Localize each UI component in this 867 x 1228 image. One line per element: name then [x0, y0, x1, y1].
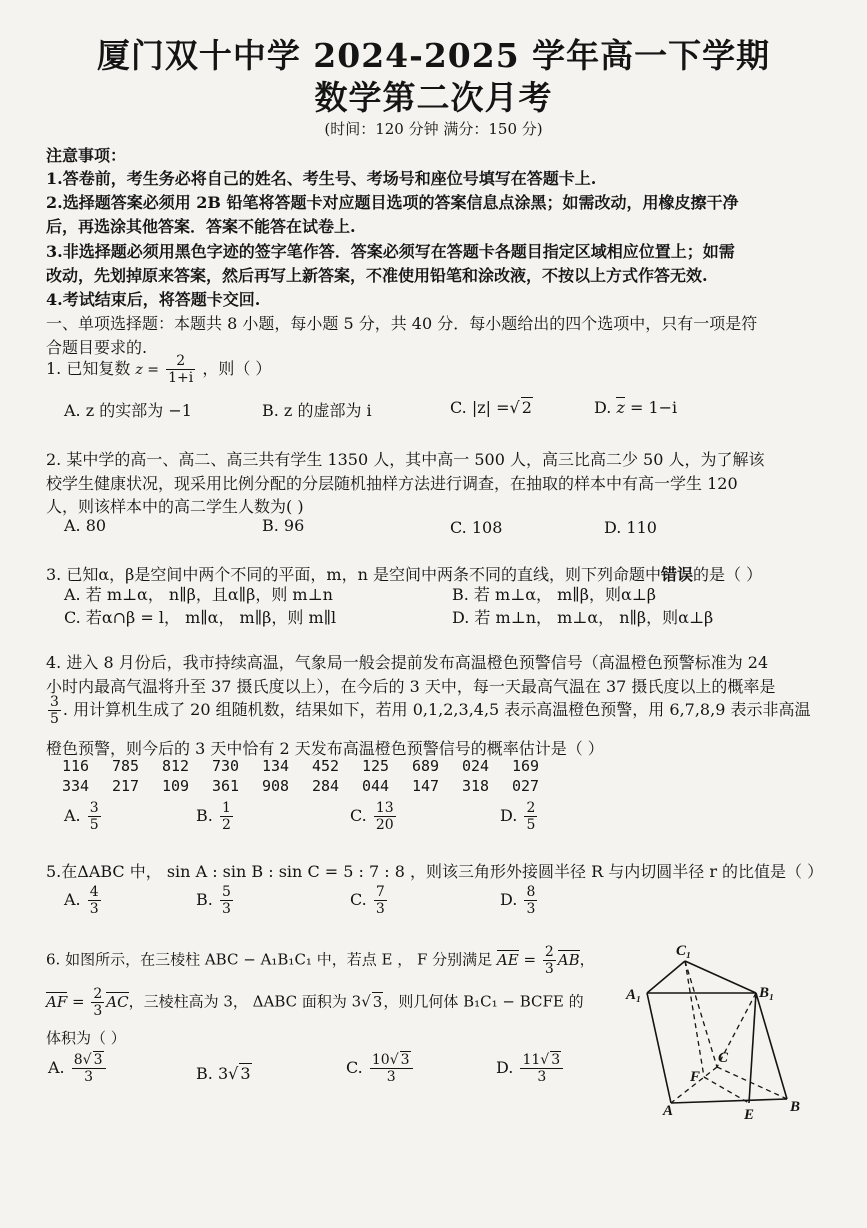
q4-prob-den: 5: [50, 711, 59, 727]
q1-option-a: A. z 的实部为 −1: [64, 401, 192, 420]
frac-num: 11√ 3: [520, 1052, 563, 1069]
frac-den: 2: [221, 817, 231, 833]
q4-random-row-2: [62, 777, 562, 795]
q1-option-c-rad: 2: [521, 398, 532, 417]
edge-c1-c: [685, 961, 717, 1067]
note-2b: 后，再选涂其他答案．答案不能答在试卷上.: [46, 217, 356, 236]
label-a1: A₁: [626, 987, 642, 1003]
q1-frac-den: 1+i: [168, 370, 194, 386]
edge-b1-e: [749, 993, 756, 1103]
q1-stem-post: ，则（ ）: [202, 359, 272, 378]
frac-den: 3: [221, 901, 231, 917]
prism-figure: [620, 935, 820, 1125]
q6-option-c-label: C.: [346, 1058, 363, 1077]
q2-line-2: 校学生健康状况，现采用比例分配的分层随机抽样方法进行调查，在抽取的样本中有高一学生 120: [46, 474, 738, 493]
q3-stem-bold: 错误: [660, 565, 693, 584]
label-c: C: [718, 1050, 729, 1066]
section1-line-a: 一、单项选择题：本题共 8 小题，每小题 5 分，共 40 分．每小题给出的四个选项中，只有一项是符: [46, 314, 758, 333]
random-number: 027: [512, 777, 540, 795]
q5-option-d: [500, 884, 539, 917]
exam-meta: (时间：120 分钟 满分：150 分): [324, 120, 543, 138]
edge-a-b: [671, 1099, 787, 1103]
q5-option-b: [196, 884, 235, 917]
frac-den: 3: [537, 1069, 547, 1085]
q6-eq: =: [518, 950, 541, 969]
q6-line-2: AF = $\frac{2}{3}$ AC，三棱柱高为 3， ΔABC 面积为 3√ 3，则几何体 B₁C₁ − BCFE 的: [46, 986, 584, 1019]
label-b: B: [790, 1099, 801, 1115]
q4-option-b-label: B.: [196, 806, 213, 825]
q6-frac-2: [91, 986, 104, 1019]
q6-line-3: 体积为（ ）: [46, 1029, 126, 1047]
q3-stem-pre: 3. 已知α，β是空间中两个不同的平面，m，n 是空间中两条不同的直线，则下列命题中: [46, 565, 661, 584]
num-rad: 3: [93, 1052, 103, 1068]
q6-option-b-label: B.: [196, 1064, 213, 1083]
q6-option-b-rad: 3: [240, 1064, 251, 1083]
q4-prob-fraction: [48, 694, 61, 727]
q4-option-a-label: A.: [64, 806, 81, 825]
frac-den: 3: [93, 1003, 103, 1019]
q4-line-1: 4. 进入 8 月份后，我市持续高温，气象局一般会提前发布高温橙色预警信号（高温橙色预警标准为 24: [46, 653, 769, 672]
q4-option-c: [350, 800, 398, 833]
num-rad: 3: [400, 1052, 410, 1068]
note-3a: 3.非选择题必须用黑色字迹的签字笔作答．答案必须写在答题卡各题目指定区域相应位置上；如需: [46, 242, 735, 261]
q3-option-a: A. 若 m⊥α， n∥β，且α∥β，则 m⊥n: [64, 585, 333, 604]
label-e: E: [744, 1107, 755, 1123]
q6-option-d-label: D.: [496, 1058, 514, 1077]
edge-a1-a: [647, 993, 671, 1103]
frac-num: 13: [375, 800, 394, 816]
q2-option-c: C. 108: [450, 518, 503, 537]
q1-option-d: [594, 398, 677, 417]
frac-num: 1: [221, 800, 231, 816]
label-c1: C₁: [676, 943, 692, 959]
q2-option-a: A. 80: [64, 516, 107, 535]
q4-option-c-fraction: [374, 800, 396, 833]
random-number: 125: [362, 757, 390, 775]
random-number: 908: [262, 777, 290, 795]
q6-vec-ac: AC: [106, 992, 129, 1011]
random-number: 109: [162, 777, 190, 795]
q6-option-a-fraction: [72, 1052, 106, 1085]
q3-option-c: C. 若α∩β = l， m∥α， m∥β，则 m∥l: [64, 608, 337, 627]
random-number: 169: [512, 757, 540, 775]
frac-num: 2: [544, 944, 554, 960]
frac-den: 3: [89, 901, 99, 917]
num-coef: 8: [73, 1052, 83, 1068]
q6-option-d: [496, 1052, 565, 1085]
random-number: 318: [462, 777, 490, 795]
q5-option-a: [64, 884, 103, 917]
random-number: 024: [462, 757, 490, 775]
random-number: 147: [412, 777, 440, 795]
q4-line-2: 小时内最高气温将升至 37 摄氏度以上），在今后的 3 天中，每一天最高气温在 37 摄氏度以上的概率是: [46, 677, 776, 696]
q6-line-1-post: ，: [579, 950, 595, 969]
q4-line-4: 橙色预警，则今后的 3 天中恰有 2 天发布高温橙色预警信号的概率估计是（ ）: [46, 739, 604, 758]
frac-num: 2: [526, 800, 536, 816]
label-a: A: [663, 1103, 674, 1119]
q5-option-a-fraction: [88, 884, 101, 917]
frac-den: 5: [526, 817, 536, 833]
random-number: 044: [362, 777, 390, 795]
frac-num: 5: [221, 884, 231, 900]
random-number: 116: [62, 757, 90, 775]
frac-num: 7: [375, 884, 385, 900]
edge-c-b: [717, 1067, 787, 1099]
frac-den: 5: [89, 817, 99, 833]
q3-option-d: D. 若 m⊥n， m⊥α， n∥β，则α⊥β: [452, 608, 714, 627]
q5-stem: 5.在ΔABC 中， sin A : sin B : sin C = 5 : 7 : 8 ，则该三角形外接圆半径 R 与内切圆半径 r 的比值是（ ）: [46, 862, 824, 881]
q1-z-eq: z =: [135, 362, 160, 378]
q6-line-2-post: ，则几何体 B₁C₁ − BCFE 的: [383, 992, 584, 1011]
notes-heading: 注意事项：: [46, 146, 127, 165]
q6-option-d-fraction: [520, 1052, 563, 1085]
q6-line-1-pre: 6. 如图所示，在三棱柱 ABC − A₁B₁C₁ 中，若点 E ， F 分别满足: [46, 950, 493, 969]
q1-option-b: B. z 的虚部为 i: [262, 401, 372, 420]
num-coef: 11: [522, 1052, 541, 1068]
q3-stem-post: 的是（ ）: [693, 565, 763, 584]
frac-den: 3: [526, 901, 536, 917]
section1-line-b: 合题目要求的.: [46, 338, 148, 357]
q2-option-d: D. 110: [604, 518, 657, 537]
edge-b1-b: [756, 993, 787, 1099]
exam-subtitle: 数学第二次月考: [314, 78, 553, 117]
note-3b: 改动，先划掉原来答案，然后再写上新答案，不准使用铅笔和涂改液，不按以上方式作答无效.: [46, 266, 708, 285]
frac-num: 4: [89, 884, 99, 900]
frac-den: 3: [544, 961, 554, 977]
note-2a: 2.选择题答案必须用 2B 铅笔将答题卡对应题目选项的答案信息点涂黑；如需改动，用橡皮擦干净: [46, 193, 739, 212]
q6-option-c-fraction: [370, 1052, 413, 1085]
q2-line-1: 2. 某中学的高一、高二、高三共有学生 1350 人，其中高一 500 人，高三比高二少 50 人，为了解该: [46, 450, 765, 469]
q4-option-d-label: D.: [500, 806, 518, 825]
q1-option-d-label: D.: [594, 398, 612, 417]
frac-num: 8: [526, 884, 536, 900]
q5-option-d-label: D.: [500, 890, 518, 909]
q1-stem-pre: 1. 已知复数: [46, 359, 131, 378]
label-b1: B₁: [759, 985, 775, 1001]
q1-option-c-pre: C. |z| =: [450, 398, 510, 417]
q5-option-b-label: B.: [196, 890, 213, 909]
q4-option-a-fraction: [88, 800, 101, 833]
q4-option-d-fraction: [524, 800, 537, 833]
q6-option-b-coef: 3: [217, 1064, 229, 1083]
q4-line-3: [46, 694, 810, 727]
q4-option-b-fraction: [220, 800, 233, 833]
q2-line-3: 人，则该样本中的高二学生人数为( ): [46, 497, 304, 516]
note-4: 4.考试结束后，将答题卡交回.: [46, 290, 261, 309]
q6-eq: =: [67, 992, 90, 1011]
label-f: F: [690, 1069, 701, 1085]
q4-prob-num: 3: [50, 694, 59, 710]
q6-frac-1: [543, 944, 556, 977]
random-number: 785: [112, 757, 140, 775]
random-number: 284: [312, 777, 340, 795]
q6-vec-af: AF: [46, 992, 68, 1011]
q6-option-c: [346, 1052, 415, 1085]
q6-vec-ae: AE: [496, 950, 519, 969]
random-number: 689: [412, 757, 440, 775]
q6-line-2-rad: 3: [372, 992, 383, 1011]
random-number: 217: [112, 777, 140, 795]
frac-den: 3: [375, 901, 385, 917]
edge-c1-f: [685, 961, 704, 1077]
frac-num: 3: [89, 800, 99, 816]
num-coef: 10: [371, 1052, 390, 1068]
q6-line-1: [46, 944, 595, 977]
q5-option-c-label: C.: [350, 890, 367, 909]
q6-option-b: B. 3√ 3: [196, 1064, 251, 1083]
q4-random-row-1: [62, 757, 562, 775]
random-number: 452: [312, 757, 340, 775]
q4-option-d: [500, 800, 539, 833]
frac-den: 20: [375, 817, 394, 833]
frac-num: 10√ 3: [370, 1052, 413, 1069]
note-1: 1.答卷前，考生务必将自己的姓名、考生号、考场号和座位号填写在答题卡上.: [46, 169, 597, 188]
q4-option-c-label: C.: [350, 806, 367, 825]
q2-option-b: B. 96: [262, 516, 305, 535]
frac-num: 2: [93, 986, 103, 1002]
random-number: 361: [212, 777, 240, 795]
edge-f-e: [704, 1077, 749, 1103]
q1-frac-num: 2: [166, 353, 195, 370]
q5-option-b-fraction: [220, 884, 233, 917]
edge-a1-c1: [647, 961, 685, 993]
random-number: 134: [262, 757, 290, 775]
q5-option-a-label: A.: [64, 890, 81, 909]
exam-title: 厦门双十中学 2024-2025 学年高一下学期: [96, 36, 771, 75]
q4-line-3-post: . 用计算机生成了 20 组随机数，结果如下，若用 0,1,2,3,4,5 表示高温橙色预警，用 6,7,8,9 表示非高温: [62, 700, 811, 719]
q1-stem: [46, 353, 271, 386]
random-number: 334: [62, 777, 90, 795]
q5-option-c-fraction: [374, 884, 387, 917]
q6-line-2-mid: ，三棱柱高为 3， ΔABC 面积为 3: [128, 992, 362, 1011]
q5-option-d-fraction: [524, 884, 537, 917]
random-number: 730: [212, 757, 240, 775]
q5-option-c: [350, 884, 389, 917]
edge-c1-b1: [685, 961, 756, 993]
q1-fraction: [166, 353, 195, 386]
random-number: 812: [162, 757, 190, 775]
num-rad: 3: [551, 1052, 561, 1068]
frac-den: 3: [84, 1069, 94, 1085]
frac-num: 8√ 3: [72, 1052, 106, 1069]
q6-vec-ab: AB: [557, 950, 580, 969]
q1-option-c: C. |z| =√ 2: [450, 398, 532, 417]
q6-option-a-label: A.: [48, 1058, 65, 1077]
q6-option-a: [48, 1052, 108, 1085]
q1-option-d-zbar: z: [616, 398, 625, 417]
q4-option-b: [196, 800, 235, 833]
q3-option-b: B. 若 m⊥α， m∥β，则α⊥β: [452, 585, 657, 604]
frac-den: 3: [386, 1069, 396, 1085]
q4-option-a: [64, 800, 103, 833]
q1-option-d-post: = 1−i: [624, 398, 678, 417]
